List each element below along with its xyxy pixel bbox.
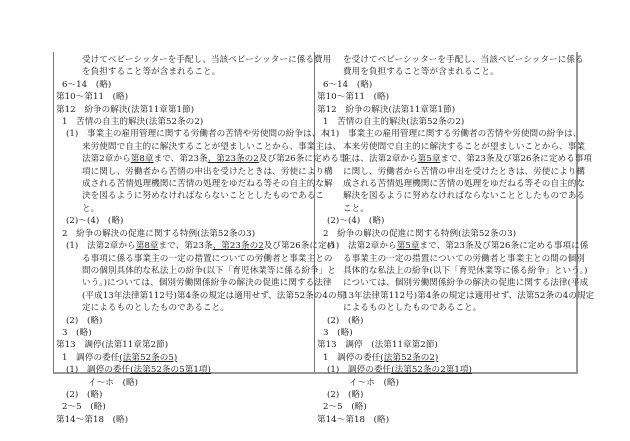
text-line <box>56 265 337 277</box>
amended-text: 第8章 <box>135 241 159 252</box>
text-line <box>56 253 333 265</box>
text-line <box>56 364 310 376</box>
text-line <box>317 401 572 413</box>
text-segment: 本来労使間で自主的に解決することが望ましいことから、事業 <box>343 141 586 152</box>
text-line <box>56 414 310 426</box>
text-segment: 第10～第11 (略) <box>56 92 129 103</box>
text-segment: 第14～第18 (略) <box>56 414 129 425</box>
text-line <box>317 104 572 116</box>
revised-text-column <box>54 52 348 425</box>
text-segment: に関し、労働者から苦情の申出を受けたときは、労使により構 <box>343 166 586 177</box>
text-segment: 成される苦情処理機関に苦情の処理をゆだねる等その自主的な <box>343 179 586 190</box>
text-segment: まで、第23条及び第26条に定める事項に係 <box>419 241 589 252</box>
text-line <box>317 377 572 389</box>
text-segment: 来労使間で自主的に解決することが望ましいことから、事業主は、 <box>82 141 342 152</box>
text-segment: 2 紛争の解決の促進に関する特例(法第52条の3) <box>62 228 256 239</box>
text-segment: 1 苦情の自主的解決(法第52条の2) <box>323 117 465 128</box>
text-line <box>317 116 572 128</box>
text-segment: 3 (略) <box>62 327 92 338</box>
text-segment: 2 紛争の解決の促進に関する特例(法第52条の3) <box>323 228 517 239</box>
current-text-column <box>315 52 595 425</box>
text-segment: 3 (略) <box>323 327 353 338</box>
text-segment: 間の個別具体的な私法上の紛争(以下「育児休業等に係る紛争」と <box>82 265 337 276</box>
text-segment: (1) 法第2章から <box>66 241 136 252</box>
amended-text: 、第23条の2 <box>212 241 264 252</box>
text-segment: 決を図るように努めなければならないこととしたものであるこ <box>82 191 325 202</box>
text-line <box>317 178 586 190</box>
text-line <box>56 377 310 389</box>
text-line <box>56 54 332 66</box>
text-segment: (2) (略) <box>327 315 364 326</box>
text-line <box>317 141 586 153</box>
text-line <box>317 352 572 364</box>
text-segment: によるものとしたものであること。 <box>343 303 482 314</box>
text-segment: る事項に係る事業主の一定の措置についての労働者と事業主との <box>82 253 333 264</box>
text-line <box>56 352 310 364</box>
text-segment: 6～14 (略) <box>323 79 373 90</box>
text-line <box>56 104 310 116</box>
text-segment: を負担すること等が含まれること。 <box>82 67 221 78</box>
text-segment: まで、第23条 <box>153 154 208 165</box>
amended-text: (法第52条の2) <box>380 352 439 363</box>
text-line <box>56 79 310 91</box>
text-line <box>317 166 586 178</box>
text-segment: 2～5 (略) <box>62 402 106 413</box>
text-line <box>56 315 310 327</box>
text-line <box>317 389 572 401</box>
text-segment: (1) 事業主の雇用管理に関する労働者の苦情や労使間の紛争は、 <box>327 129 582 140</box>
text-line <box>317 414 572 426</box>
text-line <box>317 240 589 252</box>
text-line <box>56 128 329 140</box>
text-line <box>317 203 572 215</box>
text-line <box>56 290 346 302</box>
amended-text: (法第52条の5第1項) <box>130 365 211 376</box>
text-segment: (1) 事業主の雇用管理に関する労働者の苦情や労使間の紛争は、本 <box>66 129 329 140</box>
text-line <box>317 265 588 277</box>
text-segment: 解決を図るように努めなければならないこととしたものである <box>343 191 586 202</box>
text-segment: (1) 調停の委任 <box>327 365 392 376</box>
text-line <box>56 389 310 401</box>
text-segment: 1 調停の委任 <box>62 352 120 363</box>
text-segment: 項に関し、労働者から苦情の申出を受けたときは、労使により構 <box>82 166 333 177</box>
text-line <box>317 54 584 66</box>
text-segment: (2) (略) <box>327 389 364 400</box>
amended-text: 第5章 <box>396 241 420 252</box>
text-segment: 受けてベビーシッターを手配し、当該ベビーシッターに係る費用 <box>82 55 332 65</box>
text-line <box>56 116 310 128</box>
text-line <box>56 327 310 339</box>
text-line <box>56 190 325 202</box>
text-segment: 第10～第11 (略) <box>317 92 390 103</box>
text-segment: いう。)については、個別労働関係紛争の解決の促進に関する法律 <box>82 278 332 289</box>
text-line <box>56 228 310 240</box>
text-segment: と。 <box>82 203 100 214</box>
text-segment: イ～ホ (略) <box>349 377 400 388</box>
amended-text: 第8章 <box>130 154 154 165</box>
amended-text: (法第52条の5) <box>119 352 178 363</box>
amended-text: (法第52条の2第1項) <box>391 365 472 376</box>
text-line <box>56 66 310 78</box>
text-segment: 13年法律第112号)第4条の規定は適用せず、法第52条の4の規定 <box>343 290 595 301</box>
text-segment: まで、第23条及び第26条に定める事項 <box>440 154 593 165</box>
text-segment: 2～5 (略) <box>323 402 367 413</box>
text-segment: 法第2章から <box>82 154 131 165</box>
text-segment: イ～ホ (略) <box>88 377 139 388</box>
text-line <box>56 91 310 103</box>
amended-text: 、第23条の2 <box>207 154 259 165</box>
text-line <box>56 141 342 153</box>
text-segment: 成される苦情処理機関に苦情の処理をゆだねる等その自主的な解 <box>82 179 333 190</box>
text-line <box>317 290 595 302</box>
amended-text: 第5章 <box>417 154 441 165</box>
text-line <box>317 302 572 314</box>
comparison-table <box>53 52 595 425</box>
text-segment: 具体的な私法上の紛争(以下「育児休業等に係る紛争」という。) <box>343 265 588 276</box>
text-line <box>56 215 310 227</box>
text-line <box>317 128 582 140</box>
text-line <box>56 178 333 190</box>
text-segment: 費用を負担すること等が含まれること。 <box>343 67 499 78</box>
text-line <box>56 339 310 351</box>
text-segment: については、個別労働関係紛争の解決の促進に関する法律(平成 <box>343 278 589 289</box>
text-segment: 第12 紛争の解決(法第11章第1節) <box>56 104 195 115</box>
text-line <box>56 240 336 252</box>
text-segment: を受けてベビーシッターを手配し、当該ベビーシッターに係る <box>343 55 584 65</box>
text-line <box>56 166 333 178</box>
text-segment: (2)～(4) (略) <box>327 216 385 227</box>
text-line <box>56 153 348 165</box>
text-segment: 第13 調停 (法第11章第2節) <box>317 340 438 351</box>
text-line <box>317 327 572 339</box>
text-line <box>56 302 310 314</box>
text-segment: 第12 紛争の解決(法第11章第1節) <box>317 104 456 115</box>
text-line <box>56 203 310 215</box>
text-segment: 1 調停の委任 <box>323 352 381 363</box>
text-segment: る事業主の一定の措置についての労働者と事業主との間の個別 <box>343 253 585 264</box>
text-segment: 及び第26条に定め <box>263 241 336 252</box>
text-line <box>317 315 572 327</box>
text-segment: 及び第26条に定める事 <box>258 154 348 165</box>
text-segment: (2) (略) <box>66 315 103 326</box>
text-segment: 6～14 (略) <box>62 79 112 90</box>
text-line <box>317 228 572 240</box>
text-segment: 第14～第18 (略) <box>317 414 390 425</box>
text-segment: (2) (略) <box>66 389 103 400</box>
text-segment: こと。 <box>343 203 369 214</box>
text-line <box>56 277 332 289</box>
text-line <box>317 190 586 202</box>
text-segment: 定によるものとしたものであること。 <box>82 303 229 314</box>
text-line <box>317 66 572 78</box>
text-line <box>317 153 593 165</box>
text-line <box>317 364 572 376</box>
text-line <box>56 401 310 413</box>
text-segment: (2)～(4) (略) <box>66 216 124 227</box>
text-segment: 第13 調停(法第11章第2節) <box>56 340 169 351</box>
text-line <box>317 339 572 351</box>
text-segment: 1 苦情の自主的解決(法第52条の2) <box>62 117 204 128</box>
text-segment: 主は、法第2章から <box>343 154 418 165</box>
text-line <box>317 215 572 227</box>
text-line <box>317 91 572 103</box>
text-segment: まで、第23条 <box>158 241 213 252</box>
text-segment: (平成13年法律第112号)第4条の規定は適用せず、法第52条の4の規 <box>82 290 346 301</box>
text-line <box>317 79 572 91</box>
text-line <box>317 277 589 289</box>
text-segment: (1) 法第2章から <box>327 241 397 252</box>
text-line <box>317 253 585 265</box>
text-segment: (1) 調停の委任 <box>66 365 131 376</box>
